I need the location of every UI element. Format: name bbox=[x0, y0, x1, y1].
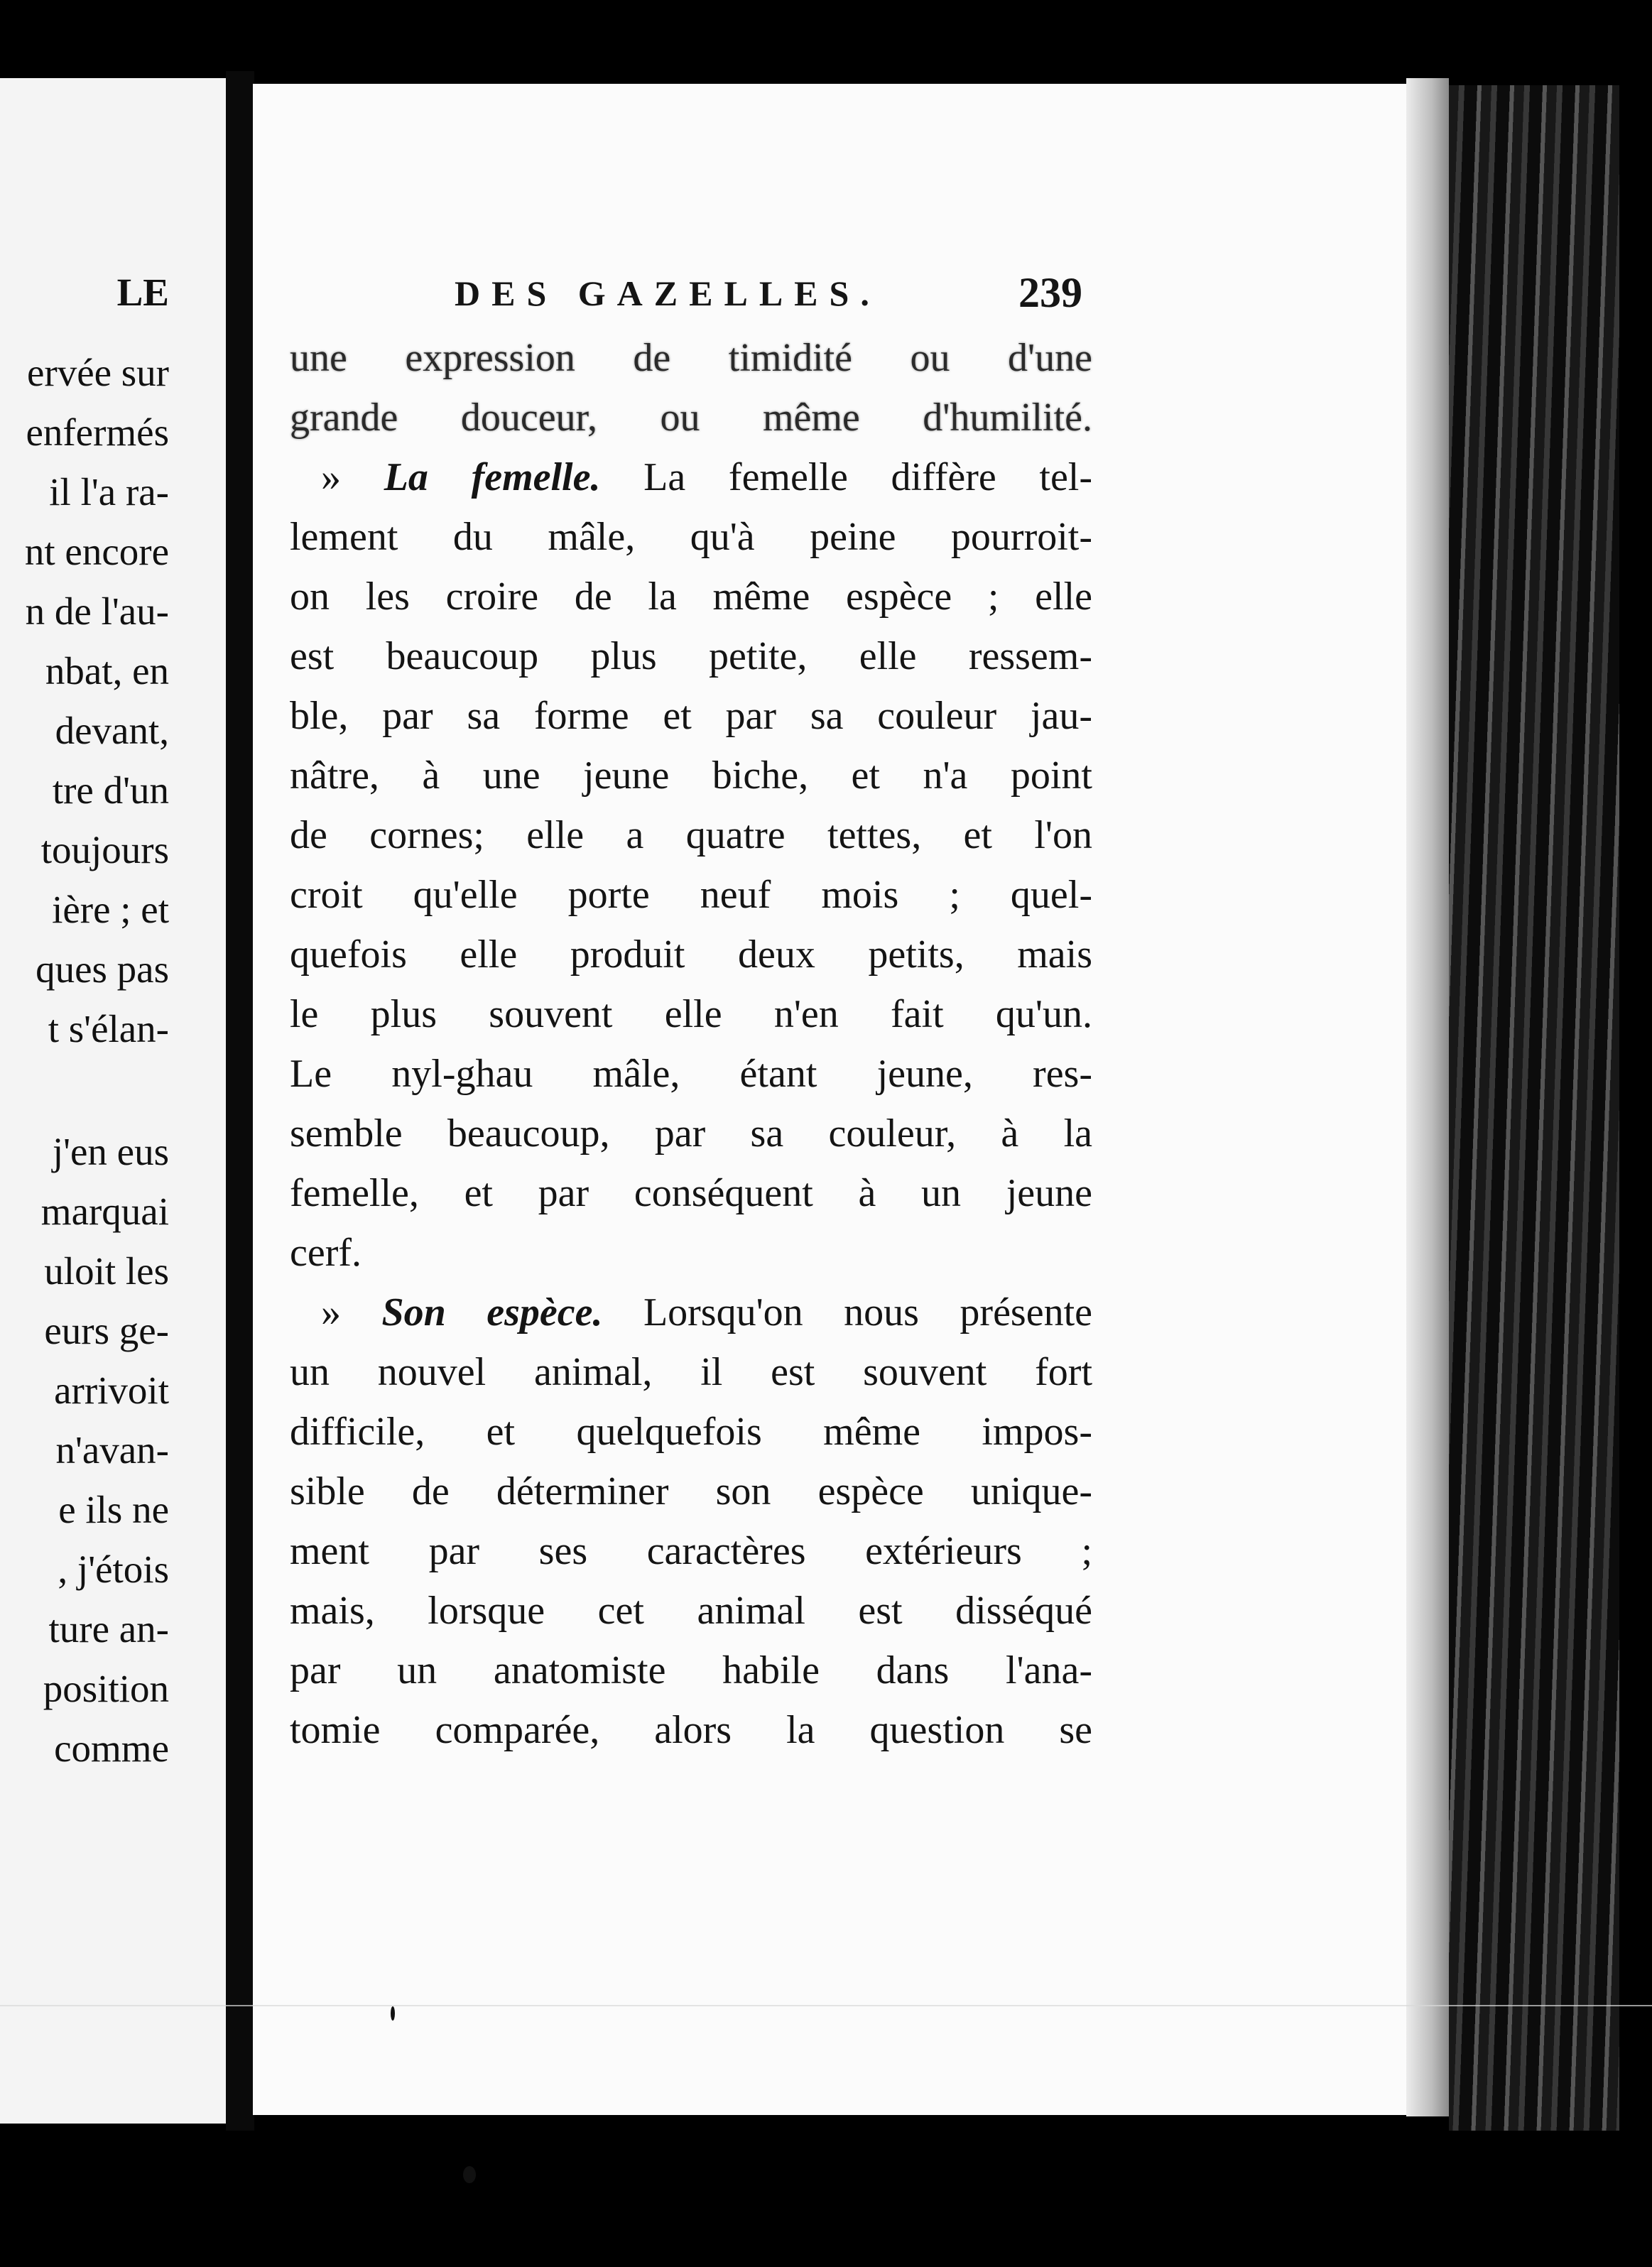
text-line: semble beaucoup, par sa couleur, à la bbox=[290, 1111, 1092, 1156]
page-number: 239 bbox=[1018, 269, 1082, 316]
text-line: difficile, et quelquefois même impos- bbox=[290, 1410, 1092, 1454]
text-line: femelle, et par conséquent à un jeune bbox=[290, 1171, 1092, 1215]
left-line: arrivoit bbox=[54, 1369, 169, 1412]
left-line: , j'étois bbox=[58, 1548, 169, 1591]
left-line: position bbox=[43, 1667, 169, 1710]
left-line: ture an- bbox=[48, 1607, 169, 1651]
text-line: une expression de timidité ou d'une bbox=[290, 336, 1092, 380]
text-line bbox=[290, 1283, 1092, 1342]
ink-speck bbox=[391, 2006, 395, 2021]
text-run: La femelle diffère tel- bbox=[600, 455, 1093, 499]
left-line: n de l'au- bbox=[25, 589, 169, 633]
text-line: sible de déterminer son espèce unique- bbox=[290, 1469, 1092, 1513]
text-line: mais, lorsque cet animal est disséqué bbox=[290, 1589, 1092, 1633]
text-line: ment par ses caractères extérieurs ; bbox=[290, 1529, 1092, 1573]
ink-speck bbox=[463, 2166, 476, 2183]
left-line: ques pas bbox=[36, 947, 169, 991]
left-line: nt encore bbox=[24, 530, 169, 573]
left-line: LE bbox=[116, 271, 169, 314]
text-line: Le nyl-ghau mâle, étant jeune, res- bbox=[290, 1052, 1092, 1096]
left-line: comme bbox=[54, 1727, 169, 1770]
left-line: toujours bbox=[40, 828, 169, 871]
text-run: Lorsqu'on nous présente bbox=[602, 1290, 1092, 1334]
text-line: cerf. bbox=[290, 1231, 362, 1275]
left-line: tre d'un bbox=[52, 768, 169, 812]
text-line: on les croire de la même espèce ; elle bbox=[290, 575, 1092, 619]
section-heading: Son espèce. bbox=[381, 1290, 603, 1334]
text-line: un nouvel animal, il est souvent fort bbox=[290, 1350, 1092, 1394]
text-line: le plus souvent elle n'en fait qu'un. bbox=[290, 992, 1092, 1036]
left-line: t s'élan- bbox=[48, 1007, 169, 1050]
scan-artifact-line bbox=[0, 2005, 1652, 2006]
left-line: j'en eus bbox=[52, 1130, 169, 1173]
left-line: e ils ne bbox=[58, 1488, 169, 1531]
text-line: nâtre, à une jeune biche, et n'a point bbox=[290, 754, 1092, 798]
section-heading: La femelle. bbox=[384, 455, 601, 499]
text-line: ble, par sa forme et par sa couleur jau- bbox=[290, 694, 1092, 738]
text-line: quefois elle produit deux petits, mais bbox=[290, 933, 1092, 977]
book-gutter bbox=[226, 71, 254, 2131]
page-edge bbox=[1406, 78, 1449, 2116]
left-line: nbat, en bbox=[45, 649, 169, 692]
text-line: grande douceur, ou même d'humilité. bbox=[290, 396, 1092, 440]
text-line: de cornes; elle a quatre tettes, et l'on bbox=[290, 813, 1092, 857]
left-line: n'avan- bbox=[55, 1428, 169, 1472]
left-page bbox=[0, 78, 230, 2124]
text-line: croit qu'elle porte neuf mois ; quel- bbox=[290, 873, 1092, 917]
left-line: il l'a ra- bbox=[49, 470, 169, 513]
quote-mark: » bbox=[321, 455, 384, 499]
left-line: uloit les bbox=[44, 1249, 169, 1293]
text-line bbox=[290, 447, 1092, 507]
text-line: par un anatomiste habile dans l'ana- bbox=[290, 1648, 1092, 1692]
left-line: marquai bbox=[40, 1190, 169, 1233]
left-line: devant, bbox=[55, 709, 169, 752]
left-line: ervée sur bbox=[26, 351, 169, 394]
left-line: ière ; et bbox=[52, 888, 169, 931]
book-fore-edge bbox=[1449, 85, 1619, 2131]
text-line: est beaucoup plus petite, elle ressem- bbox=[290, 634, 1092, 678]
running-head: DES GAZELLES. bbox=[455, 273, 881, 313]
text-line: lement du mâle, qu'à peine pourroit- bbox=[290, 515, 1092, 559]
text-line: tomie comparée, alors la question se bbox=[290, 1708, 1092, 1752]
left-line: eurs ge- bbox=[44, 1309, 169, 1352]
left-line: enfermés bbox=[26, 411, 169, 454]
quote-mark: » bbox=[321, 1290, 382, 1334]
